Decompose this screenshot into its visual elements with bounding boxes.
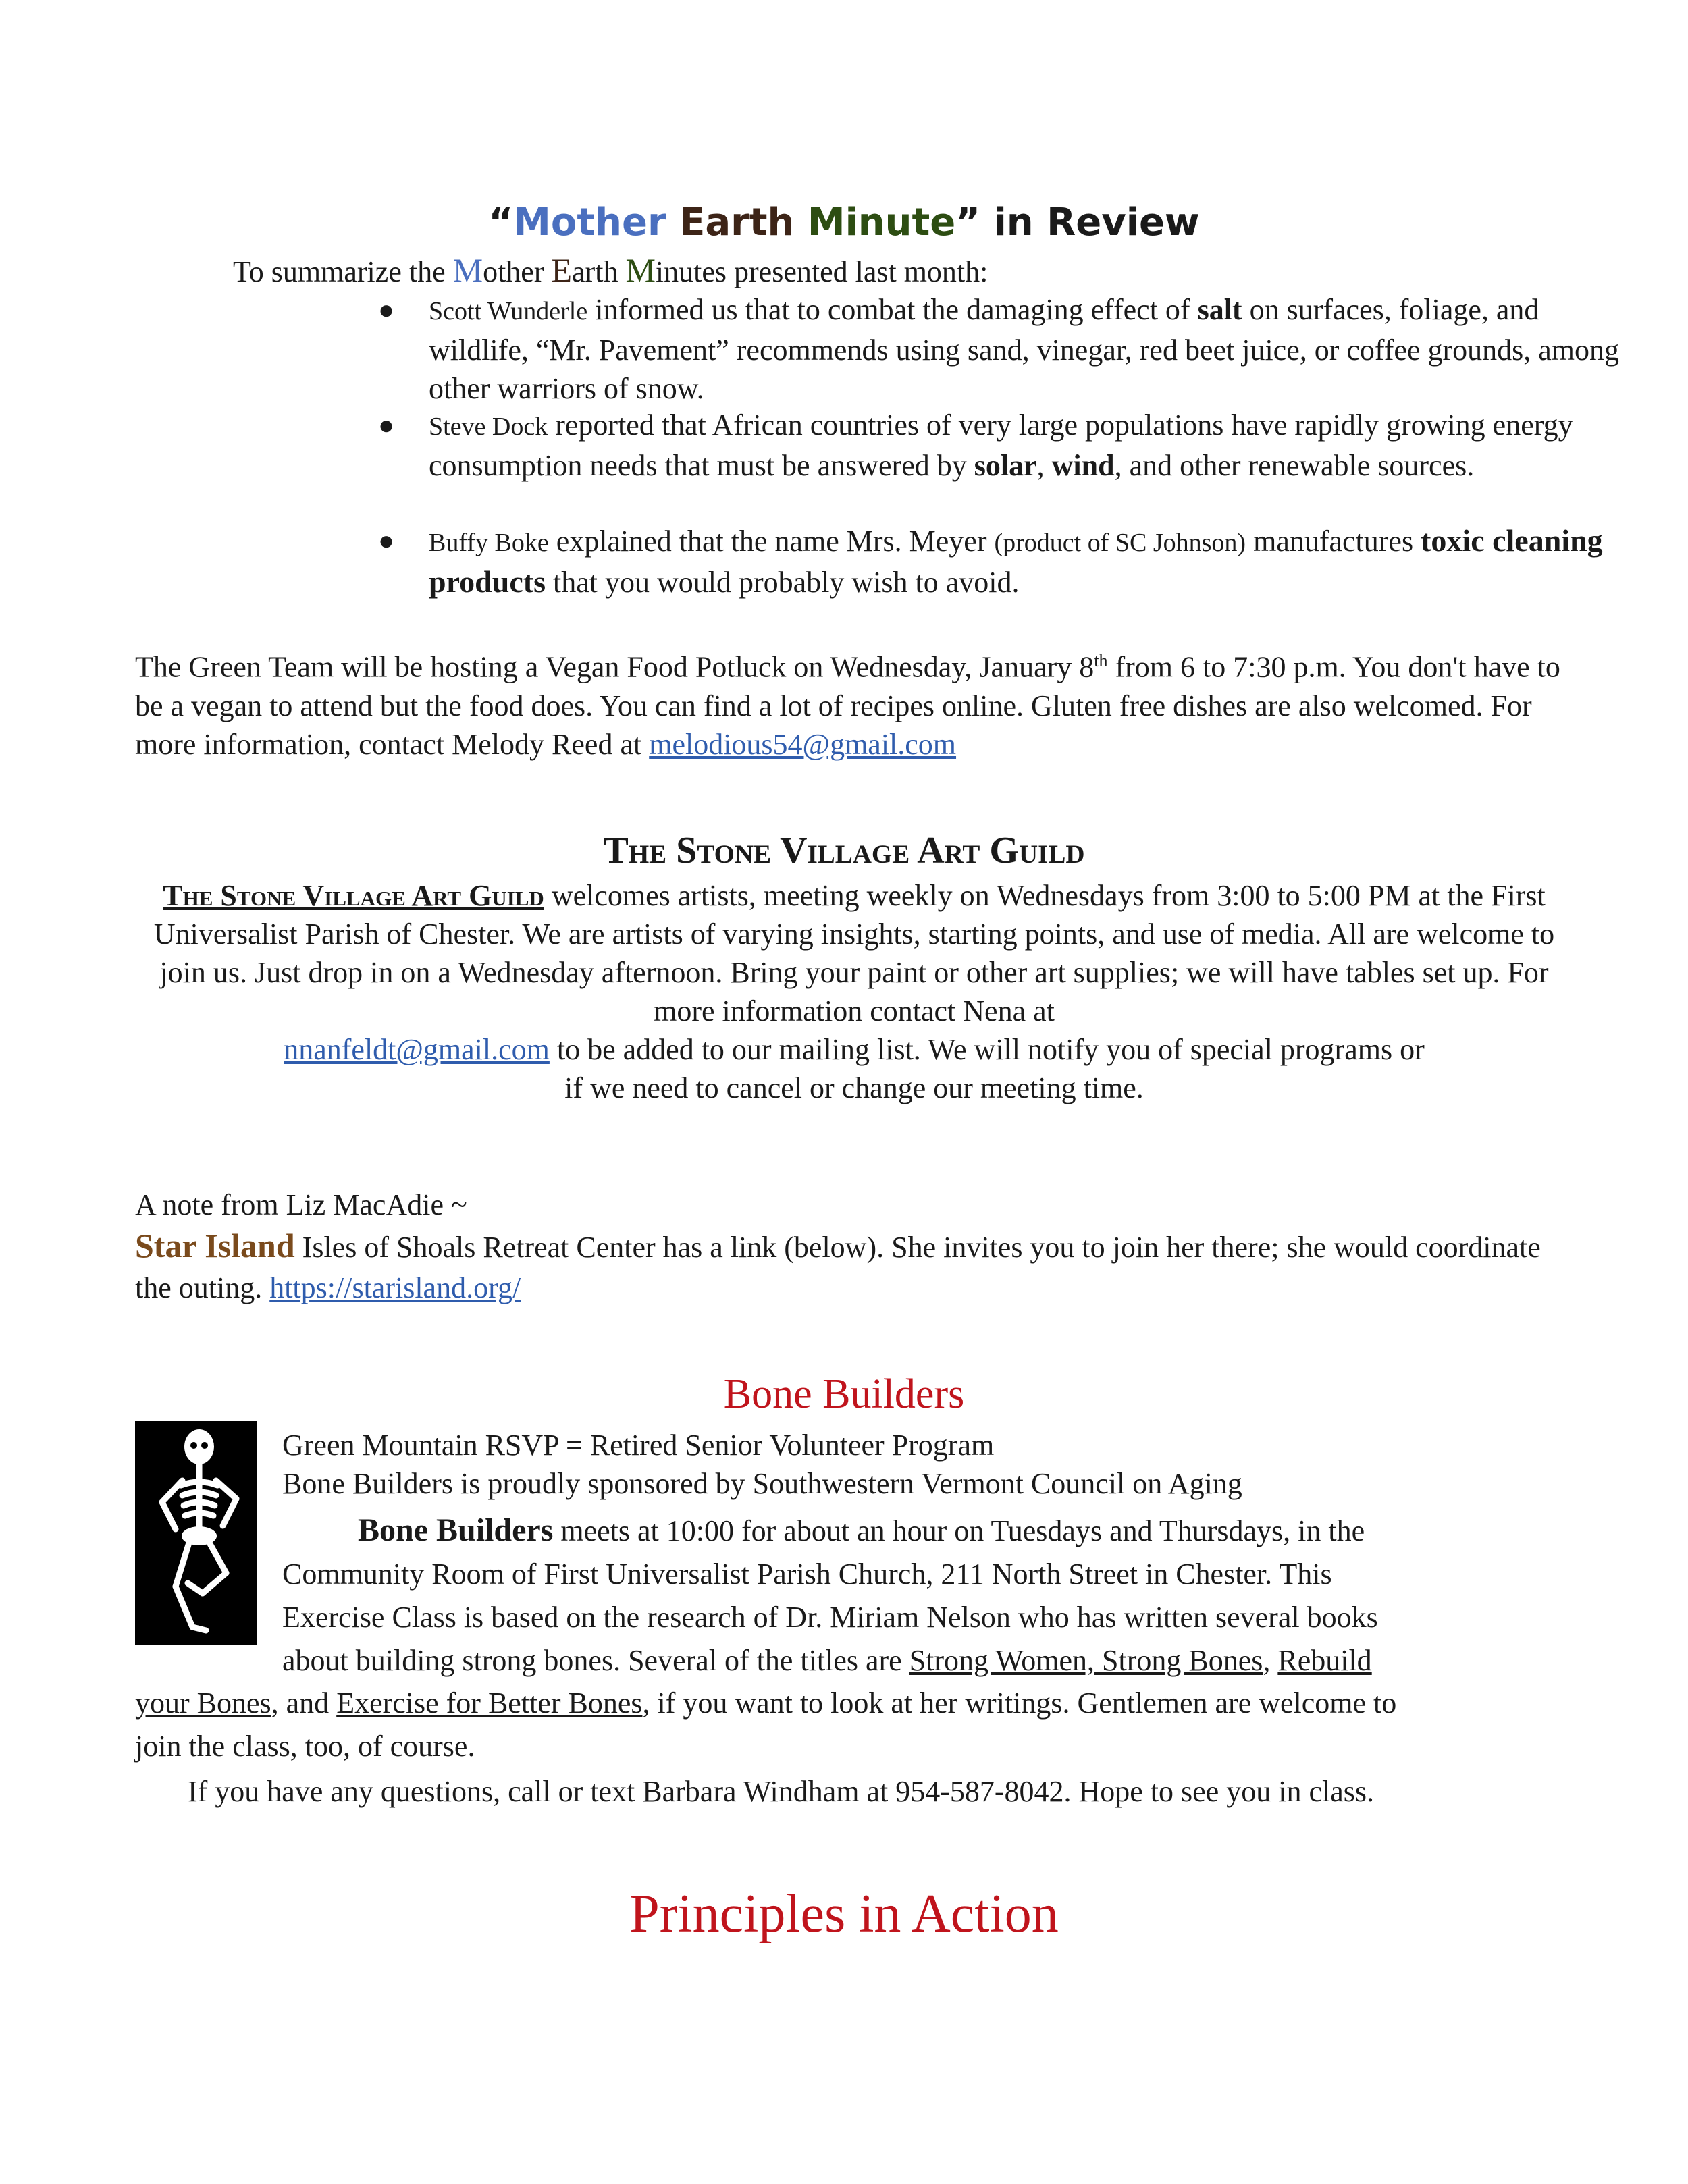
- bullet-icon: ●: [378, 294, 395, 325]
- principles-title: Principles in Action: [629, 1884, 1059, 1944]
- mem-intro: To summarize the Mother Earth Minutes presented last month:: [233, 251, 988, 289]
- potluck-paragraph: The Green Team will be hosting a Vegan Food Potluck on Wednesday, January 8th from 6 to 7:30 p.m. You don't have to be a vegan to attend but the food does. You can find a lot of recipes online. Gluten free dishes are also welcomed. For more information, contact Melody Reed at melodious54@gmail.com: [135, 650, 1560, 761]
- list-item: ● Steve Dock reported that African countries of very large populations have rapidly growing energy consumption needs that must be answered by solar, wind, and other renewable sources.: [429, 406, 1631, 521]
- bone-builders-contact: If you have any questions, call or text Barbara Windham at 954-587-8042. Hope to see you in class.: [188, 1775, 1374, 1808]
- bone-builders-paragraph-bottom: your Bones, and Exercise for Better Bones, if you want to look at her writings. Gentlemen are welcome to join the class, too, of course.: [135, 1686, 1397, 1763]
- list-item: ● Buffy Boke explained that the name Mrs. Meyer (product of SC Johnson) manufactures toxic cleaning products that you would probably wish to avoid.: [429, 521, 1631, 602]
- guild-paragraph: The Stone Village Art Guild welcomes artists, meeting weekly on Wednesdays from 3:00 to 5:00 PM at the First Universalist Parish of Chester. We are artists of varying insights, starting points, and use of media. All are welcome to join us. Just drop in on a Wednesday afternoon. Bring your paint or other art supplies; we will have tables set up. For more information contact Nena at nnanfeldt@gmail.com to be added to our mailing list. We will notify you of special programs or if we need to cancel or change our meeting time.: [153, 879, 1555, 1104]
- bullet-icon: ●: [378, 525, 395, 556]
- bullet-icon: ●: [378, 410, 395, 440]
- mem-bullet-list: [375, 290, 1631, 602]
- bone-builders-paragraph-top: Bone Builders meets at 10:00 for about an hour on Tuesdays and Thursdays, in the Community Room of First Universalist Parish Church, 211 North Street in Chester. This Exercise Class is based on the research of Dr. Miriam Nelson who has written several books about building strong bones. Several of the titles are Strong Women, Strong Bones, Rebuild: [282, 1512, 1378, 1677]
- skeleton-image: [135, 1421, 257, 1645]
- mem-title: “Mother Earth Minute” in Review: [488, 201, 1200, 244]
- list-item: ● Scott Wunderle informed us that to combat the damaging effect of salt on surfaces, foliage, and wildlife, “Mr. Pavement” recommends using sand, vinegar, red beet juice, or coffee grounds, among other warriors of snow.: [429, 290, 1631, 406]
- star-island-link[interactable]: https://starisland.org/: [269, 1271, 521, 1304]
- bone-builders-lines: Green Mountain RSVP = Retired Senior Volunteer Program Bone Builders is proudly sponsored by Southwestern Vermont Council on Aging: [282, 1429, 1242, 1500]
- melody-email-link[interactable]: melodious54@gmail.com: [649, 727, 957, 761]
- liz-note: A note from Liz MacAdie ~ Star Island Isles of Shoals Retreat Center has a link (below). She invites you to join her there; she would coordinate the outing. https://starisland.org/: [135, 1188, 1541, 1304]
- nena-email-link[interactable]: nnanfeldt@gmail.com: [284, 1033, 550, 1066]
- bone-builders-title: Bone Builders: [723, 1371, 965, 1417]
- guild-title: The Stone Village Art Guild: [603, 830, 1085, 872]
